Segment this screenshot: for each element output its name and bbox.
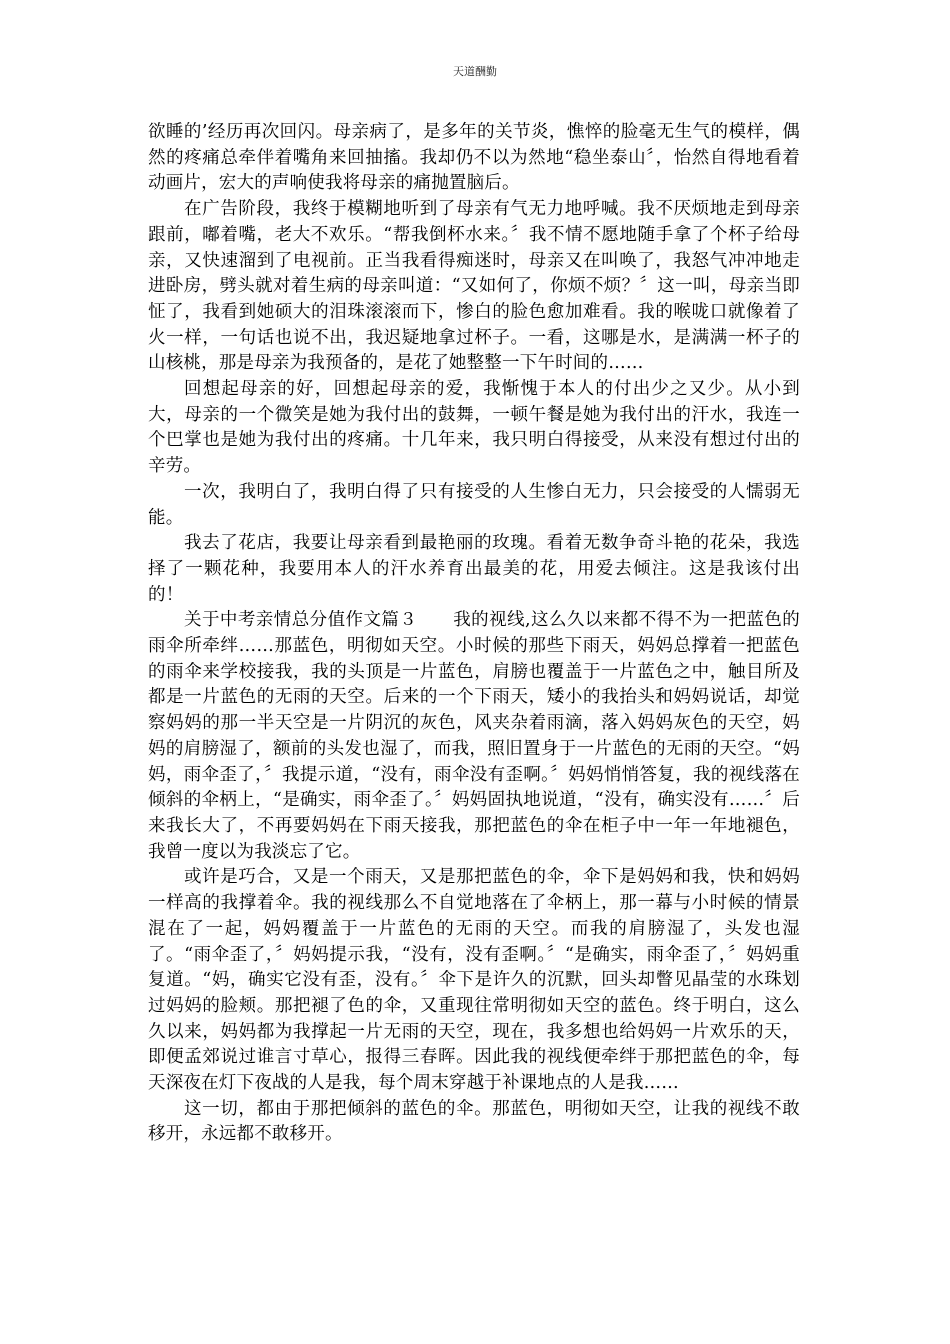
paragraph-1: 欲睡的’经历再次回闪。母亲病了，是多年的关节炎，憔悴的脸毫无生气的模样，偶然的疼痛总牵伴着嘴角来回抽搐。我却仍不以为然地“稳坐泰山〞，怡然自得地看着动画片，宏大的声响使我将母亲的痛抛置脑后。 — [148, 122, 800, 194]
document-body — [148, 120, 800, 1148]
page-header: 天道酬勤 — [453, 65, 497, 78]
paragraph-8: 这一切，都由于那把倾斜的蓝色的伞。那蓝色，明彻如天空，让我的视线不敢移开，永远都不敢移开。 — [148, 1098, 800, 1145]
paragraph-7: 或许是巧合，又是一个雨天，又是那把蓝色的伞，伞下是妈妈和我，快和妈妈一样高的我撑着伞。我的视线那么不自觉地落在了伞柄上，那一幕与小时候的情景混在了一起，妈妈覆盖于一片蓝色的无雨的天空。而我的肩膀湿了，头发也湿了。“雨伞歪了，〞妈妈提示我，“没有，没有歪啊。〞“是确实，雨伞歪了，〞妈妈重复道。“妈，确实它没有歪，没有。〞伞下是许久的沉默，回头却瞥见晶莹的水珠划过妈妈的脸颊。那把褪了色的伞，又重现往常明彻如天空的蓝色。终于明白，这么久以来，妈妈都为我撑起一片无雨的天空，现在，我多想也给妈妈一片欢乐的天，即便孟郊说过谁言寸草心，报得三春晖。因此我的视线便牵绊于那把蓝色的伞，每天深夜在灯下夜战的人是我，每个周末穿越于补课地点的人是我…… — [148, 867, 800, 1094]
paragraph-4: 一次，我明白了，我明白得了只有接受的人生惨白无力，只会接受的人懦弱无能。 — [148, 481, 800, 528]
paragraph-5: 我去了花店，我要让母亲看到最艳丽的玫瑰。看着无数争奇斗艳的花朵，我选择了一颗花种，我要用本人的汗水养育出最美的花，用爱去倾注。这是我该付出的！ — [148, 533, 800, 605]
paragraph-6: 关于中考亲情总分值作文篇３ 我的视线,这么久以来都不得不为一把蓝色的雨伞所牵绊……那蓝色，明彻如天空。小时候的那些下雨天，妈妈总撑着一把蓝色的雨伞来学校接我，我的头顶是一片蓝色，肩膀也覆盖于一片蓝色之中，触目所及都是一片蓝色的无雨的天空。后来的一个下雨天，矮小的我抬头和妈妈说话，却觉察妈妈的那一半天空是一片阴沉的灰色，风夹杂着雨滴，落入妈妈灰色的天空，妈妈的肩膀湿了，额前的头发也湿了，而我，照旧置身于一片蓝色的无雨的天空。“妈妈，雨伞歪了，〞我提示道，“没有，雨伞没有歪啊。〞妈妈悄悄答复，我的视线落在倾斜的伞柄上，“是确实，雨伞歪了。〞妈妈固执地说道，“没有，确实没有……〞后来我长大了，不再要妈妈在下雨天接我，那把蓝色的伞在柜子中一年一年地褪色，我曾一度以为我淡忘了它。 — [148, 610, 800, 862]
paragraph-3: 回想起母亲的好，回想起母亲的爱，我惭愧于本人的付出少之又少。从小到大，母亲的一个微笑是她为我付出的鼓舞，一顿午餐是她为我付出的汗水，我连一个巴掌也是她为我付出的疼痛。十几年来，我只明白得接受，从来没有想过付出的辛劳。 — [148, 379, 800, 477]
paragraph-2: 在广告阶段，我终于模糊地听到了母亲有气无力地呼喊。我不厌烦地走到母亲跟前，嘟着嘴，老大不欢乐。“帮我倒杯水来。〞我不情不愿地随手拿了个杯子给母亲，又快速溜到了电视前。正当我看得痴迷时，母亲又在叫唤了，我怒气冲冲地走进卧房，劈头就对着生病的母亲叫道：“又如何了，你烦不烦？〞这一叫，母亲当即怔了，我看到她硕大的泪珠滚滚而下，惨白的脸色愈加难看。我的喉咙口就像着了火一样，一句话也说不出，我迟疑地拿过杯子。一看，这哪是水，是满满一杯子的山核桃，那是母亲为我预备的，是花了她整整一下午时间的…… — [148, 199, 800, 374]
